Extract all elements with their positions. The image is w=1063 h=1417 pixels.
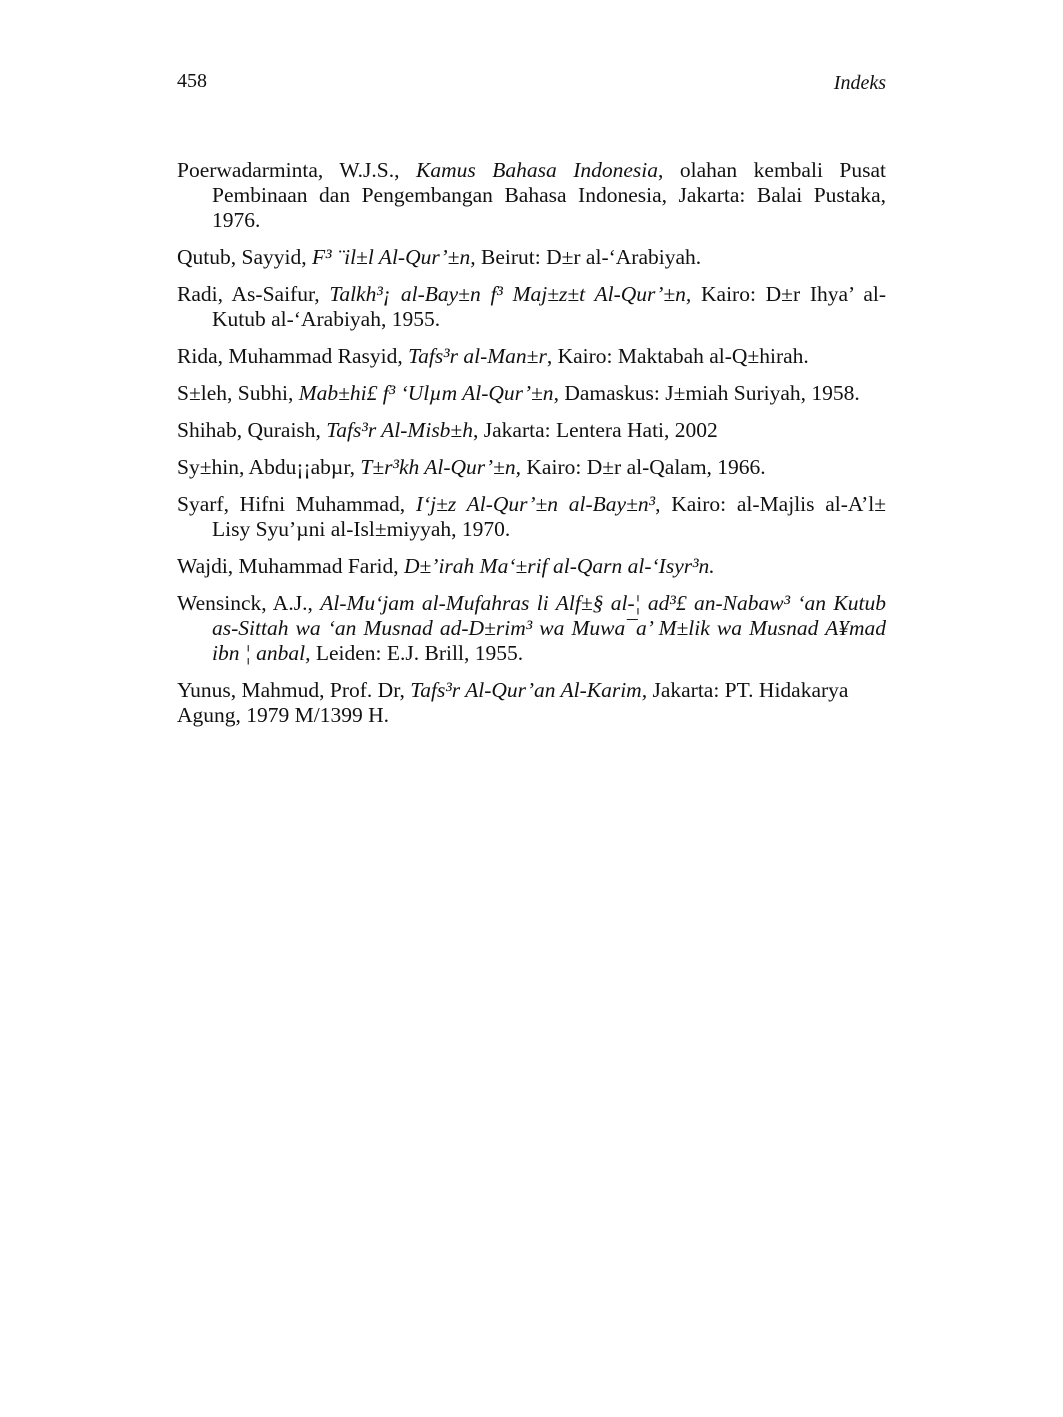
entry-publication: , Kairo: Maktabah al-Q±hirah. bbox=[546, 344, 809, 368]
entry-author: Rida, Muhammad Rasyid, bbox=[177, 344, 409, 368]
entry-title: Mab±hi£ f³ ‘Ulµm Al-Qur’±n bbox=[298, 381, 554, 405]
entry-title: Tafs³r al-Man±r bbox=[408, 344, 547, 368]
entry-publication: Kairo: D±r Ihya’ al-Kutub al-‘Arabiyah, 1955. bbox=[212, 282, 886, 331]
entry-author: S±leh, Subhi, bbox=[177, 381, 299, 405]
bibliography-entry bbox=[177, 158, 886, 233]
entry-author: Sy±hin, Abdu¡¡abµr, bbox=[177, 455, 361, 479]
entry-title: D±’irah Ma‘±rif al-Qarn al-‘Isyr³n. bbox=[403, 554, 715, 578]
entry-title: Talkh³¡ al-Bay±n f³ Maj±z±t Al-Qur’±n, bbox=[329, 282, 692, 306]
entry-publication: , olahan kembali Pusat Pembinaan dan Pengembangan Bahasa Indonesia, Jakarta: Balai Pustaka, 1976. bbox=[212, 158, 886, 232]
bibliography-list bbox=[177, 158, 886, 740]
entry-publication: , Jakarta: Lentera Hati, 2002 bbox=[473, 418, 718, 442]
entry-title: Al-Mu‘jam al-Mufahras li Alf±§ al-¦ ad³£ an-Nabaw³ ‘an Kutub as-Sittah wa ‘an Musnad ad-D±rim³ wa Muwa¯a’ M±lik wa Musnad A¥mad ibn ¦ anbal, bbox=[212, 591, 886, 665]
entry-author: Wensinck, A.J., bbox=[177, 591, 321, 615]
bibliography-entry bbox=[177, 554, 886, 579]
entry-title: T±r³kh Al-Qur’±n, bbox=[360, 455, 522, 479]
bibliography-entry bbox=[177, 591, 886, 666]
page-header bbox=[177, 70, 886, 100]
entry-author: Qutub, Sayyid, bbox=[177, 245, 312, 269]
bibliography-entry bbox=[177, 245, 886, 270]
bibliography-entry bbox=[177, 418, 886, 443]
entry-author: Syarf, Hifni Muhammad, bbox=[177, 492, 416, 516]
entry-title: Tafs³r Al-Misb±h bbox=[326, 418, 473, 442]
entry-publication: Beirut: D±r al-‘Arabiyah. bbox=[475, 245, 702, 269]
bibliography-entry bbox=[177, 282, 886, 332]
entry-author: Radi, As-Saifur, bbox=[177, 282, 330, 306]
bibliography-entry bbox=[177, 492, 886, 542]
entry-author: Yunus, Mahmud, Prof. Dr, bbox=[177, 678, 411, 702]
entry-author: Wajdi, Muhammad Farid, bbox=[177, 554, 404, 578]
entry-author: Poerwadarminta, W.J.S., bbox=[177, 158, 416, 182]
bibliography-entry bbox=[177, 381, 886, 406]
bibliography-entry bbox=[177, 455, 886, 480]
entry-publication: Kairo: D±r al-Qalam, 1966. bbox=[521, 455, 766, 479]
bibliography-entry bbox=[177, 678, 886, 728]
entry-title: I‘j±z Al-Qur’±n al-Bay±n³ bbox=[415, 492, 656, 516]
running-title: Indeks bbox=[833, 72, 886, 94]
entry-publication: , Damaskus: J±miah Suriyah, 1958. bbox=[553, 381, 860, 405]
entry-publication: Jakarta: PT. Hidakarya Agung, 1979 M/1399 H. bbox=[177, 678, 849, 727]
entry-title: F³ ¨il±l Al-Qur’±n, bbox=[311, 245, 476, 269]
bibliography-entry bbox=[177, 344, 886, 369]
entry-title: Kamus Bahasa Indonesia bbox=[416, 158, 658, 182]
entry-publication: Leiden: E.J. Brill, 1955. bbox=[310, 641, 524, 665]
entry-author: Shihab, Quraish, bbox=[177, 418, 327, 442]
page-number: 458 bbox=[177, 70, 207, 92]
entry-publication: , Kairo: al-Majlis al-A’l± Lisy Syu’µni al-Isl±miyyah, 1970. bbox=[212, 492, 886, 541]
entry-title: Tafs³r Al-Qur’an Al-Karim, bbox=[410, 678, 648, 702]
